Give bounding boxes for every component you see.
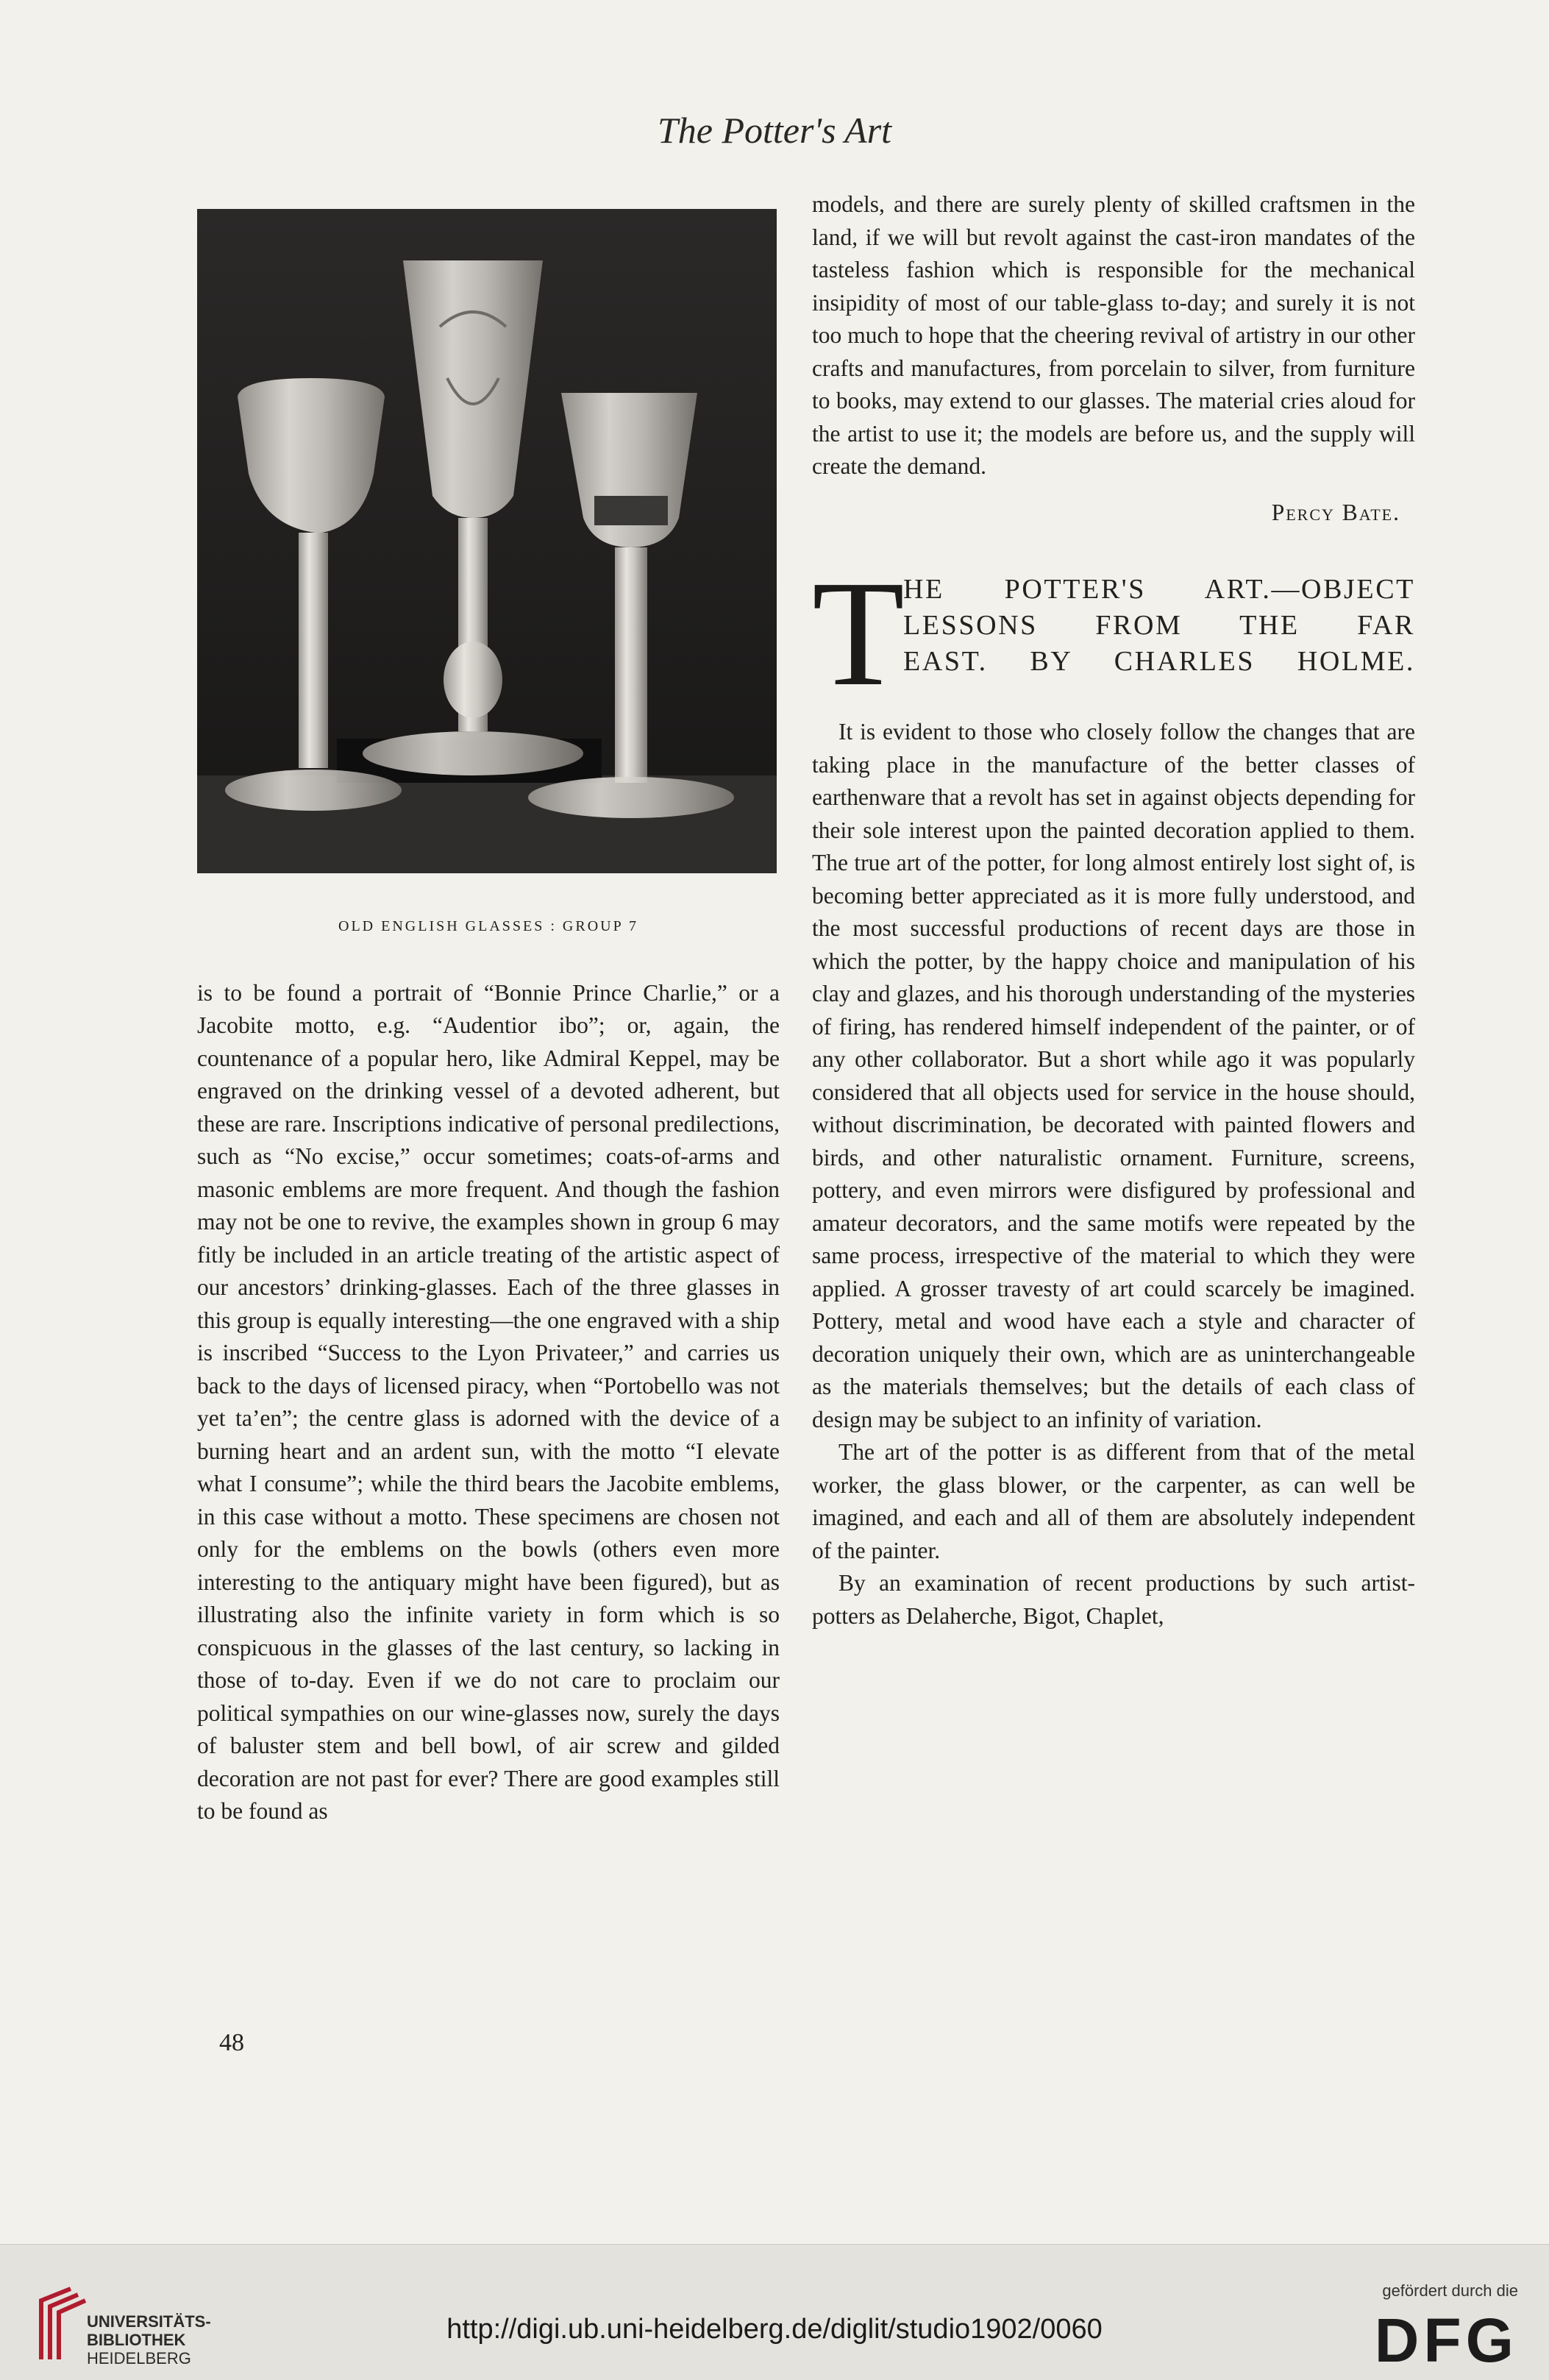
page-number: 48	[219, 2029, 244, 2056]
article-heading	[812, 549, 1415, 717]
figure-caption: OLD ENGLISH GLASSES : GROUP 7	[338, 918, 638, 934]
library-name: UNIVERSITÄTS- BIBLIOTHEK HEIDELBERG	[87, 2312, 211, 2367]
viewer-footer	[0, 2244, 1549, 2380]
article-paragraph: By an examination of recent productions by such artist-potters as Delaherche, Bigot, Chaplet,	[812, 1570, 1415, 1629]
closing-paragraph: models, and there are surely plenty of skilled craftsmen in the land, if we will but revolt against the cast-iron mandates of the tasteless fashion which is responsible for the mechanical insipidity of most of our table-glass to-day; and surely it is not too much to hope that the cheering revival of artistry in our other crafts and manufactures, from porcelain to silver, from furniture to books, may extend to our glasses. The material cries aloud for the artist to use it; the models are before us, and the supply will create the demand.	[812, 191, 1415, 479]
drop-cap: T	[812, 549, 905, 717]
right-column	[812, 188, 1415, 1633]
running-title: The Potter's Art	[657, 110, 892, 151]
page-url-link[interactable]: http://digi.ub.uni-heidelberg.de/diglit/studio1902/0060	[446, 2314, 1103, 2345]
heading-line: LESSONS FROM THE FAR	[903, 610, 1415, 641]
left-body-paragraph: is to be found a portrait of “Bonnie Prince Charlie,” or a Jacobite motto, e.g. “Audentior ibo”; or, again, the countenance of a popular hero, like Admiral Keppel, may be engraved on the drinking vessel of a devoted adherent, but these are rare. Inscriptions indicative of personal predilections, such as “No excise,” occur sometimes; coats-of-arms and masonic emblems are more frequent. And though the fashion may not be one to revive, the examples shown in group 6 may fitly be included in an article treating of the artistic aspect of our ancestors’ drinking-glasses. Each of the three glasses in this group is equally interesting—the one engraved with a ship is inscribed “Success to the Lyon Privateer,” and carries us back to the days of licensed piracy, when “Portobello was not yet ta’en”; the centre glass is adorned with the device of a burning heart and an ardent sun, with the motto “I elevate what I consume”; while the third bears the Jacobite emblems, in this case without a motto. These specimens are chosen not only for the emblems on the bowls (others even more interesting to the antiquary might have been figured), but as illustrating also the infinite variety in form which is so conspicuous in the glasses of the last century, so lacking in those of to-day. Even if we do not care to proclaim our political sympathies on our wine-glasses now, surely the days of baluster stem and bell bowl, of air screw and gilded decoration are not past for ever? There are good examples still to be found as	[197, 979, 780, 1824]
funder-label: gefördert durch die	[1382, 2281, 1518, 2300]
heading-line: HE POTTER'S ART.—OBJECT	[903, 574, 1415, 605]
left-column	[197, 188, 780, 1828]
author-signature: Percy Bate.	[1271, 499, 1400, 525]
article-paragraph: It is evident to those who closely follow the changes that are taking place in the manufacture of the better classes of earthenware that a revolt has set in against objects depending for their sole interest upon the painted decoration applied to them. The true art of the potter, for long almost entirely lost sight of, is becoming better appreciated as it is more fully understood, and the most successful productions of recent days are those in which the potter, by the happy choice and manipulation of his clay and glazes, and his thorough understanding of the mysteries of firing, has rendered himself independent of the painter, or of any other collaborator. But a short while ago it was popularly considered that all objects used for service in the house should, without discrimination, be decorated with painted flowers and birds, and other naturalistic ornament. Furniture, screens, pottery, and even mirrors were disfigured by professional and amateur decorators, and the same motifs were repeated by the same process, irrespective of the material to which they were applied. A grosser travesty of art could scarcely be imagined. Pottery, metal and wood have each a style and character of decoration uniquely their own, which are as uninterchangeable as the materials themselves; but the details of each class of design may be subject to an infinity of variation.	[812, 719, 1415, 1432]
dfg-logo: DFG	[1374, 2306, 1518, 2375]
article-paragraph: The art of the potter is as different from that of the metal worker, the glass blower, or the carpenter, as can well be imagined, and each and all of them are absolutely independent of the painter.	[812, 1439, 1415, 1563]
glasses-photograph	[197, 209, 777, 873]
heading-line: EAST. BY CHARLES HOLME.	[903, 646, 1415, 677]
